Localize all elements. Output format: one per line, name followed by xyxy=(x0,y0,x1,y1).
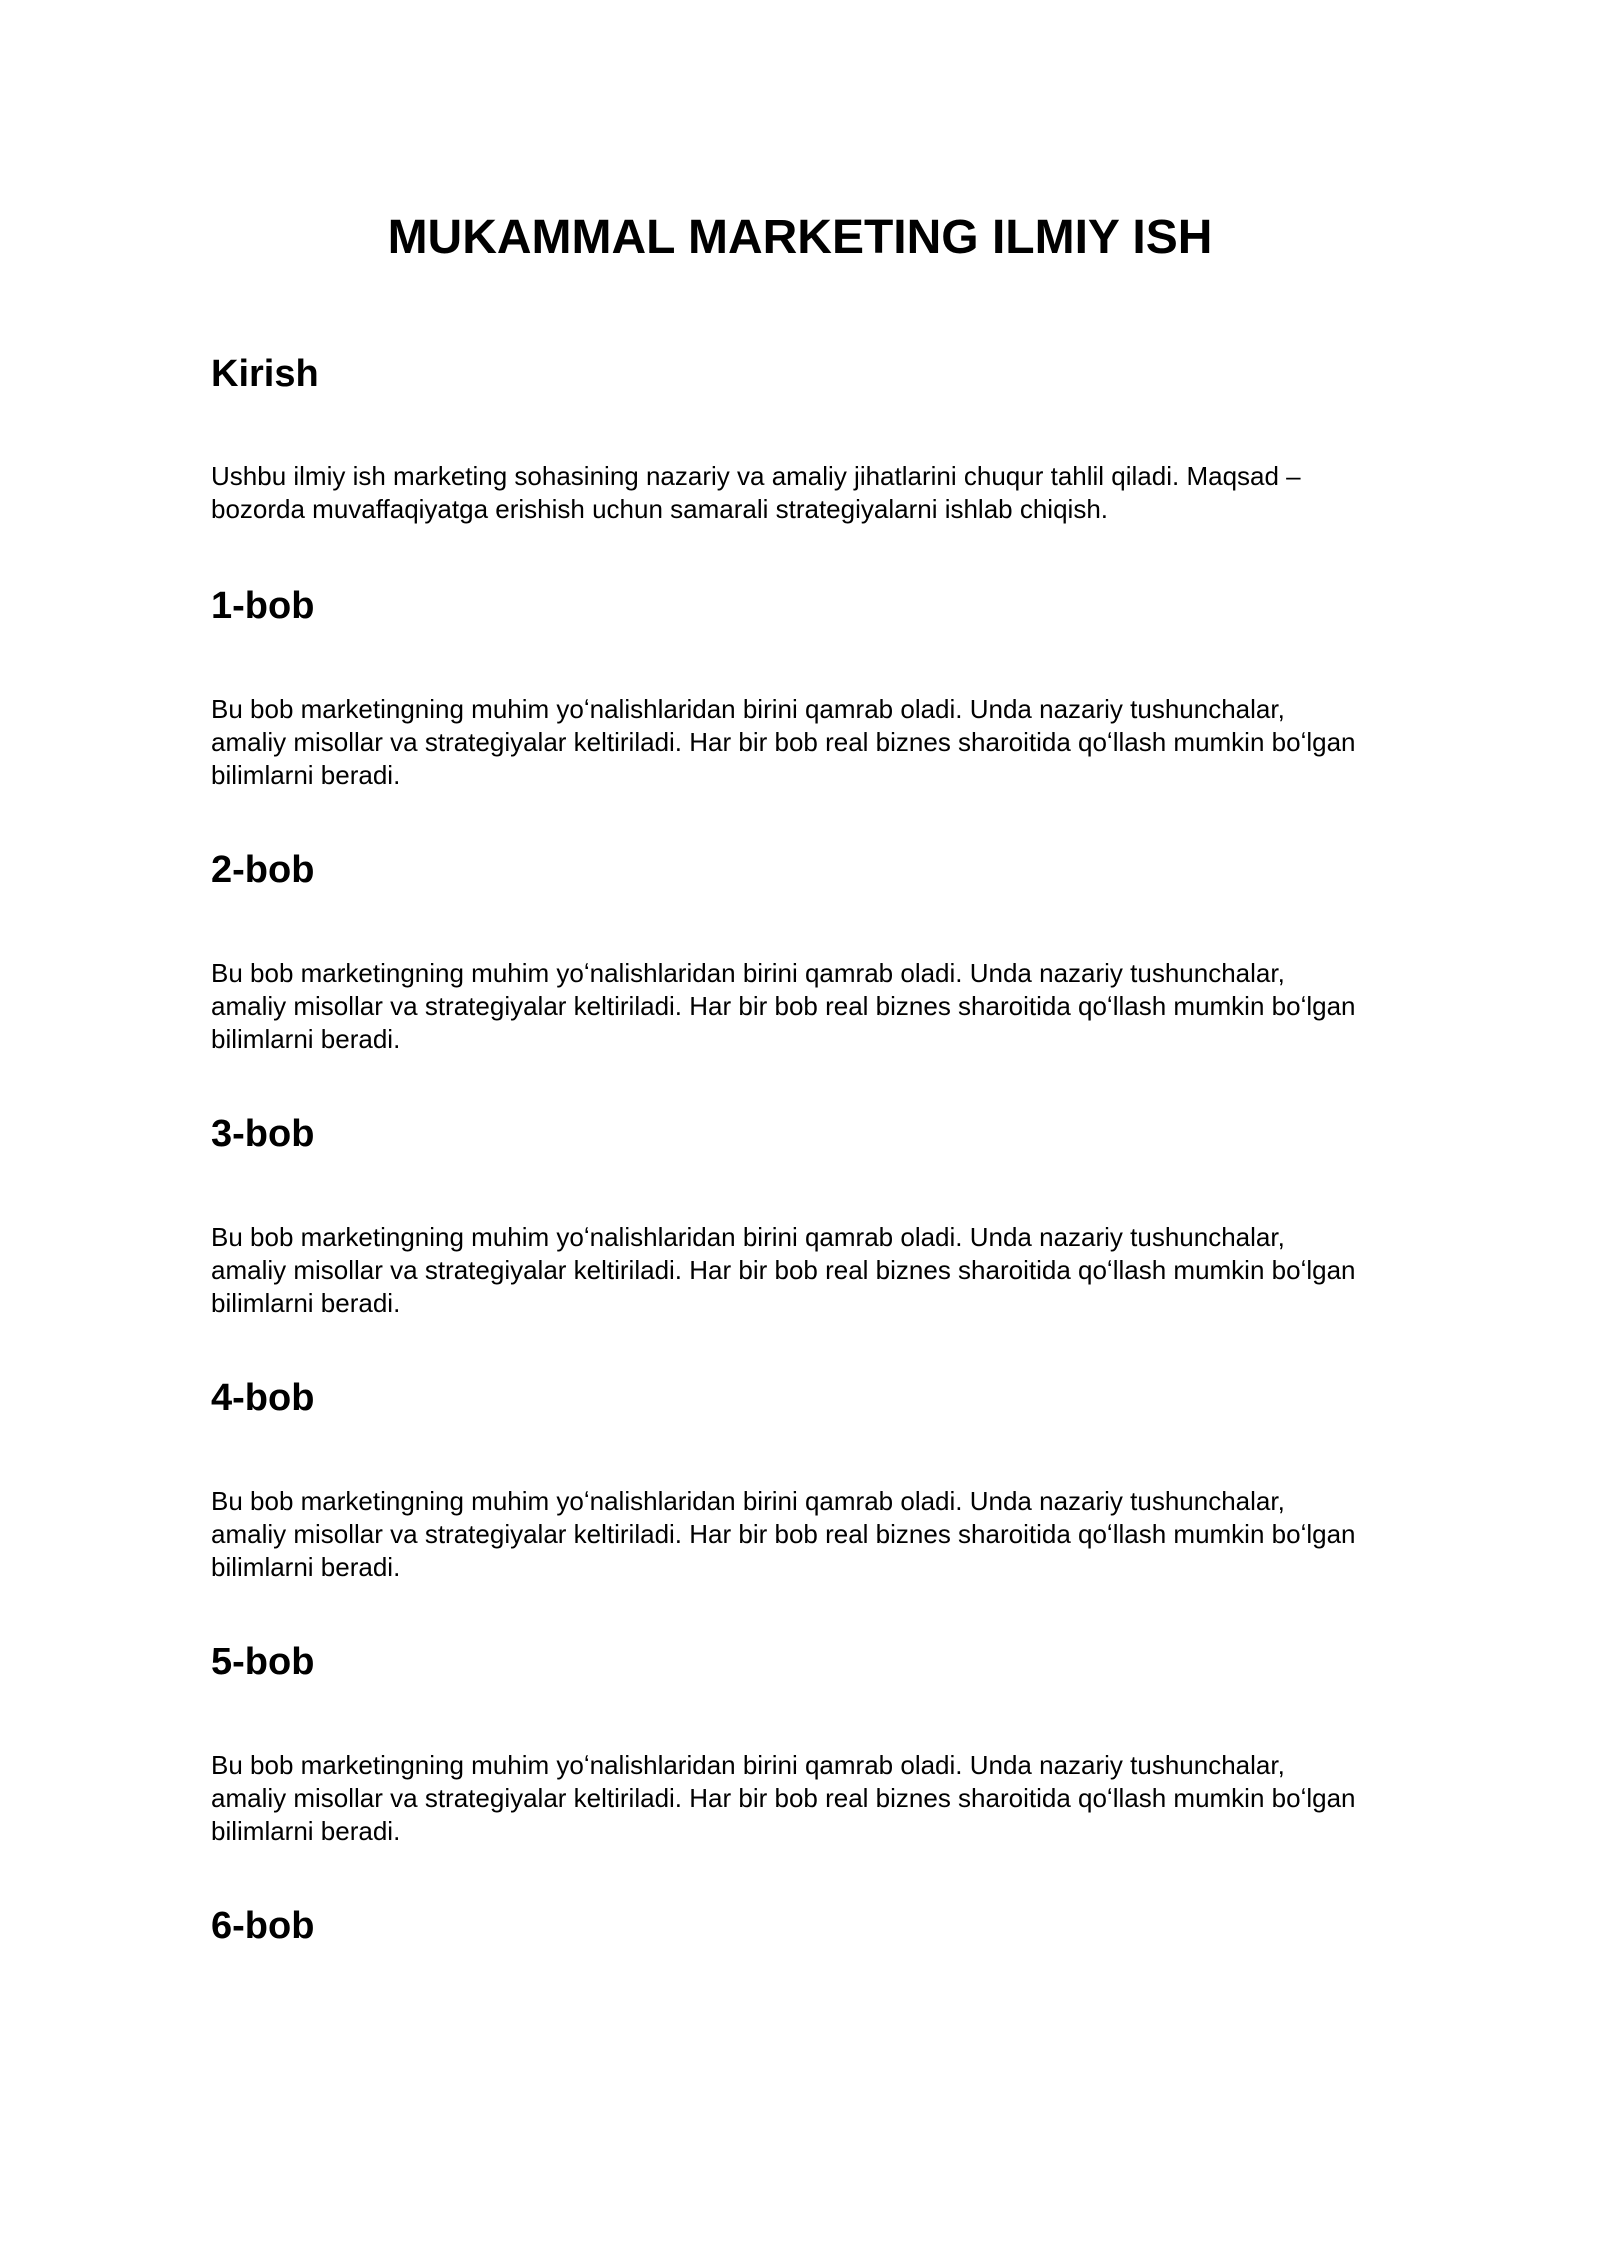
section-heading-6-bob: 6-bob xyxy=(211,1905,315,1947)
paragraph-line: Ushbu ilmiy ish marketing sohasining nazariy va amaliy jihatlarini chuqur tahlil qiladi. Maqsad – xyxy=(211,461,1301,491)
paragraph-line: Bu bob marketingning muhim yoʻnalishlaridan birini qamrab oladi. Unda nazariy tushunchalar, xyxy=(211,1750,1285,1780)
section-paragraph-kirish xyxy=(211,460,1411,526)
paragraph-line: amaliy misollar va strategiyalar keltiriladi. Har bir bob real biznes sharoitida qoʻllash mumkin boʻlgan xyxy=(211,727,1356,757)
section-heading-2-bob: 2-bob xyxy=(211,849,315,891)
section-paragraph-2-bob xyxy=(211,957,1411,1056)
paragraph-line: Bu bob marketingning muhim yoʻnalishlaridan birini qamrab oladi. Unda nazariy tushunchalar, xyxy=(211,958,1285,988)
section-heading-5-bob: 5-bob xyxy=(211,1641,315,1683)
section-paragraph-4-bob xyxy=(211,1485,1411,1584)
section-paragraph-5-bob xyxy=(211,1749,1411,1848)
document-title: MUKAMMAL MARKETING ILMIY ISH xyxy=(387,211,1213,264)
paragraph-line: Bu bob marketingning muhim yoʻnalishlaridan birini qamrab oladi. Unda nazariy tushunchalar, xyxy=(211,1486,1285,1516)
paragraph-line: bozorda muvaffaqiyatga erishish uchun samarali strategiyalarni ishlab chiqish. xyxy=(211,494,1108,524)
paragraph-line: amaliy misollar va strategiyalar keltiriladi. Har bir bob real biznes sharoitida qoʻllash mumkin boʻlgan xyxy=(211,1519,1356,1549)
section-heading-3-bob: 3-bob xyxy=(211,1113,315,1155)
paragraph-line: amaliy misollar va strategiyalar keltiriladi. Har bir bob real biznes sharoitida qoʻllash mumkin boʻlgan xyxy=(211,1255,1356,1285)
paragraph-line: amaliy misollar va strategiyalar keltiriladi. Har bir bob real biznes sharoitida qoʻllash mumkin boʻlgan xyxy=(211,991,1356,1021)
paragraph-line: Bu bob marketingning muhim yoʻnalishlaridan birini qamrab oladi. Unda nazariy tushunchalar, xyxy=(211,694,1285,724)
section-heading-1-bob: 1-bob xyxy=(211,585,315,627)
section-paragraph-1-bob xyxy=(211,693,1411,792)
section-heading-4-bob: 4-bob xyxy=(211,1377,315,1419)
paragraph-line: bilimlarni beradi. xyxy=(211,1816,401,1846)
paragraph-line: Bu bob marketingning muhim yoʻnalishlaridan birini qamrab oladi. Unda nazariy tushunchalar, xyxy=(211,1222,1285,1252)
paragraph-line: amaliy misollar va strategiyalar keltiriladi. Har bir bob real biznes sharoitida qoʻllash mumkin boʻlgan xyxy=(211,1783,1356,1813)
section-heading-kirish: Kirish xyxy=(211,353,319,395)
section-paragraph-3-bob xyxy=(211,1221,1411,1320)
paragraph-line: bilimlarni beradi. xyxy=(211,1288,401,1318)
paragraph-line: bilimlarni beradi. xyxy=(211,1024,401,1054)
paragraph-line: bilimlarni beradi. xyxy=(211,1552,401,1582)
paragraph-line: bilimlarni beradi. xyxy=(211,760,401,790)
